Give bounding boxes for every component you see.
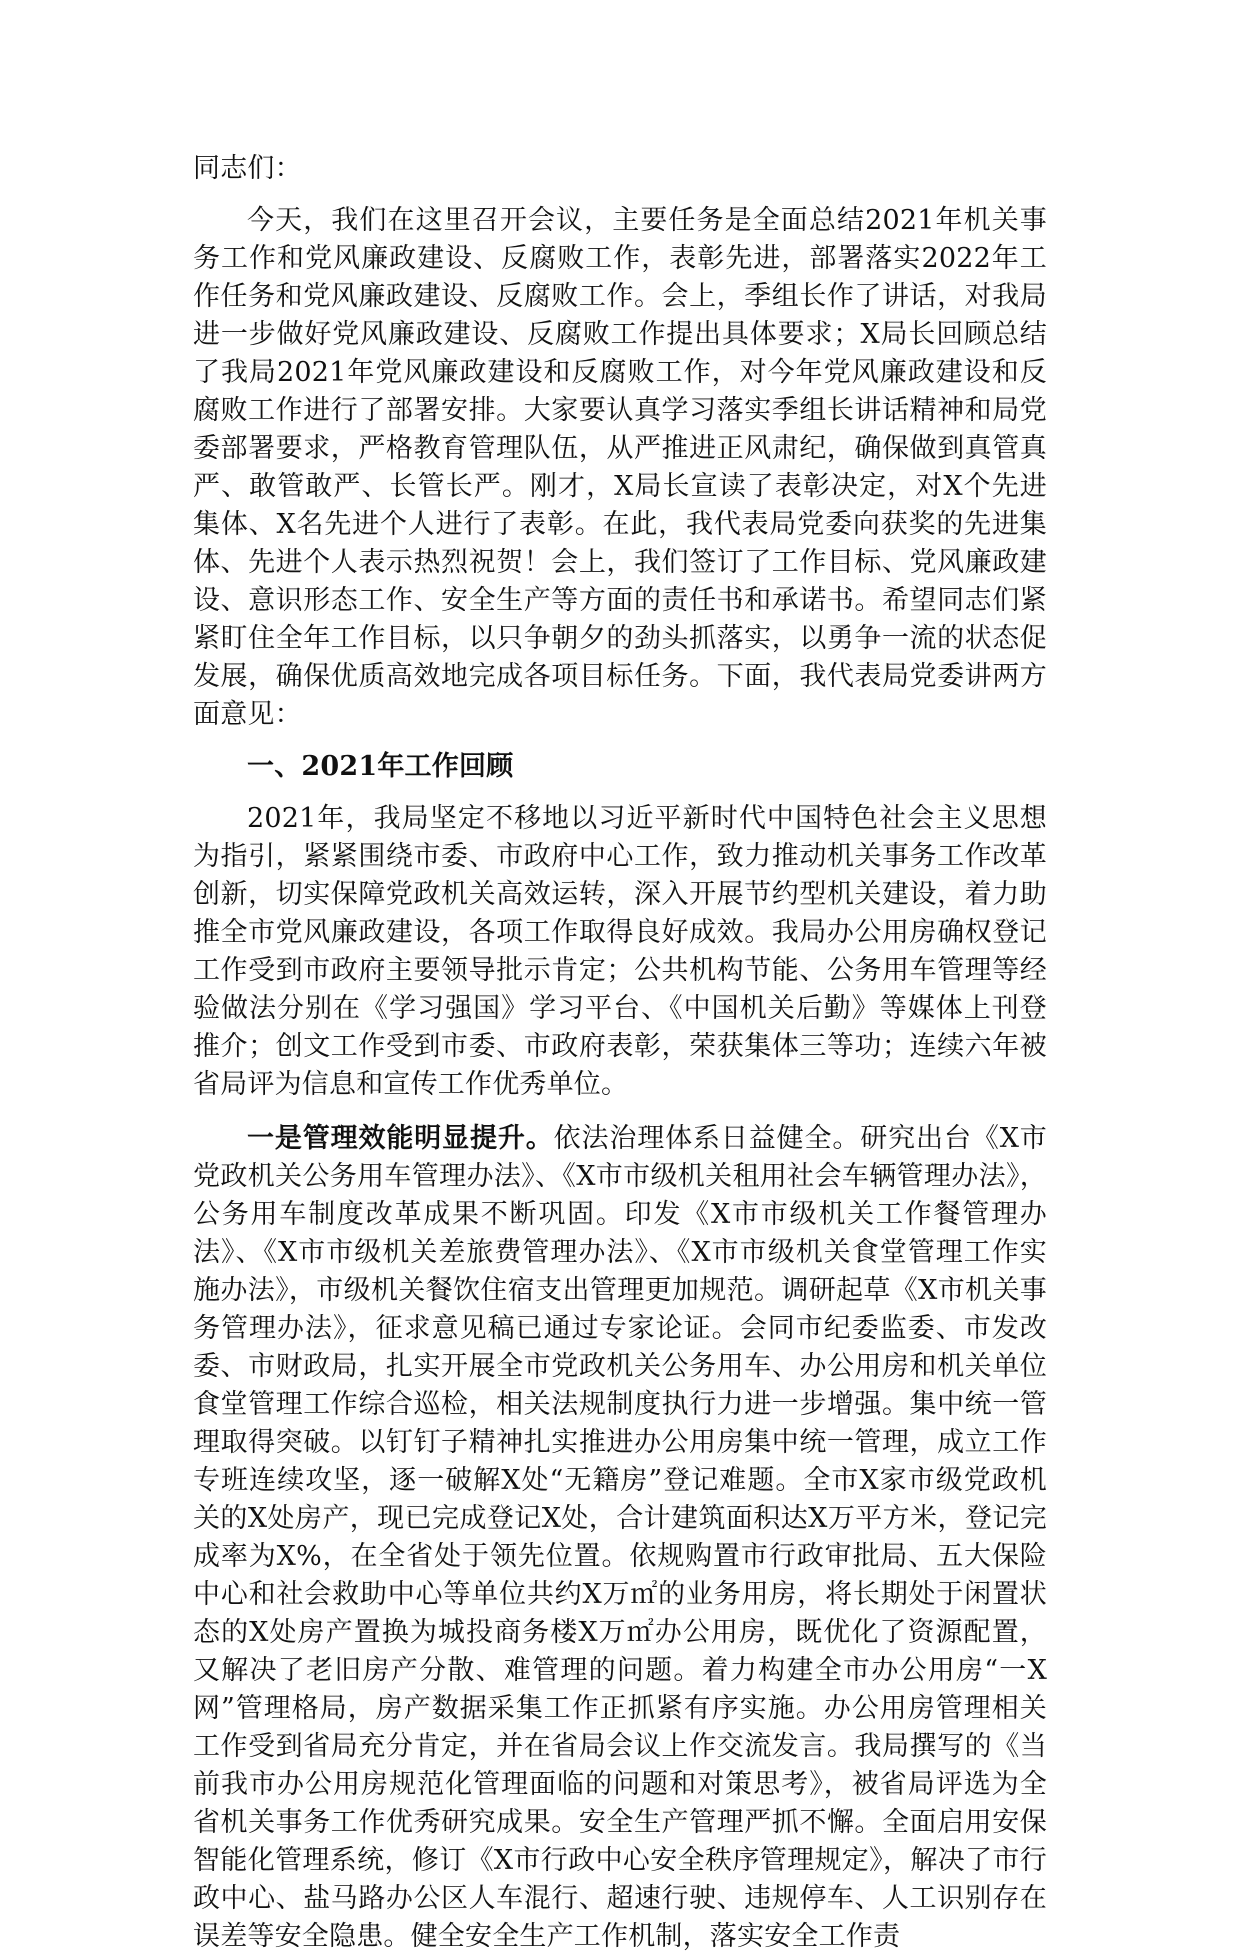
section-heading: 一、2021年工作回顾 [247,751,514,782]
review-paragraph: 2021年，我局坚定不移地以习近平新时代中国特色社会主义思想为指引，紧紧围绕市委、市政府中心工作，致力推动机关事务工作改革创新，切实保障党政机关高效运转，深入开展节约型机关建设，着力助推全市党风廉政建设，各项工作取得良好成效。我局办公用房确权登记工作受到市政府主要领导批示肯定；公共机构节能、公务用车管理等经验做法分别在《学习强国》学习平台、《中国机关后勤》等媒体上刊登推介；创文工作受到市委、市政府表彰，荣获集体三等功；连续六年被省局评为信息和宣传工作优秀单位。 [193,803,1047,1100]
salutation: 同志们： [193,153,302,184]
point1-paragraph [193,1120,1047,1956]
intro-paragraph: 今天，我们在这里召开会议，主要任务是全面总结2021年机关事务工作和党风廉政建设、反腐败工作，表彰先进，部署落实2022年工作任务和党风廉政建设、反腐败工作。会上，季组长作了讲话，对我局进一步做好党风廉政建设、反腐败工作提出具体要求；X局长回顾总结了我局2021年党风廉政建设和反腐败工作，对今年党风廉政建设和反腐败工作进行了部署安排。大家要认真学习落实季组长讲话精神和局党委部署要求，严格教育管理队伍，从严推进正风肃纪，确保做到真管真严、敢管敢严、长管长严。刚才，X局长宣读了表彰决定，对X个先进集体、X名先进个人进行了表彰。在此，我代表局党委向获奖的先进集体、先进个人表示热烈祝贺！会上，我们签订了工作目标、党风廉政建设、意识形态工作、安全生产等方面的责任书和承诺书。希望同志们紧紧盯住全年工作目标，以只争朝夕的劲头抓落实，以勇争一流的状态促发展，确保优质高效地完成各项目标任务。下面，我代表局党委讲两方面意见： [193,205,1047,730]
document-page [193,150,1047,1956]
point1-body: 依法治理体系日益健全。研究出台《X市党政机关公务用车管理办法》、《X市市级机关租用社会车辆管理办法》，公务用车制度改革成果不断巩固。印发《X市市级机关工作餐管理办法》、《X市市级机关差旅费管理办法》、《X市市级机关食堂管理工作实施办法》，市级机关餐饮住宿支出管理更加规范。调研起草《X市机关事务管理办法》，征求意见稿已通过专家论证。会同市纪委监委、市发改委、市财政局，扎实开展全市党政机关公务用车、办公用房和机关单位食堂管理工作综合巡检，相关法规制度执行力进一步增强。集中统一管理取得突破。以钉钉子精神扎实推进办公用房集中统一管理，成立工作专班连续攻坚，逐一破解X处“无籍房”登记难题。全市X家市级党政机关的X处房产，现已完成登记X处，合计建筑面积达X万平方米，登记完成率为X%，在全省处于领先位置。依规购置市行政审批局、五大保险中心和社会救助中心等单位共约X万㎡的业务用房，将长期处于闲置状态的X处房产置换为城投商务楼X万㎡办公用房，既优化了资源配置，又解决了老旧房产分散、难管理的问题。着力构建全市办公用房“一X网”管理格局，房产数据采集工作正抓紧有序实施。办公用房管理相关工作受到省局充分肯定，并在省局会议上作交流发言。我局撰写的《当前我市办公用房规范化管理面临的问题和对策思考》，被省局评选为全省机关事务工作优秀研究成果。安全生产管理严抓不懈。全面启用安保智能化管理系统，修订《X市行政中心安全秩序管理规定》，解决了市行政中心、盐马路办公区人车混行、超速行驶、违规停车、人工识别存在误差等安全隐患。健全安全生产工作机制，落实安全工作责 [193,1123,1047,1952]
point1-lead: 一是管理效能明显提升。 [247,1123,554,1154]
